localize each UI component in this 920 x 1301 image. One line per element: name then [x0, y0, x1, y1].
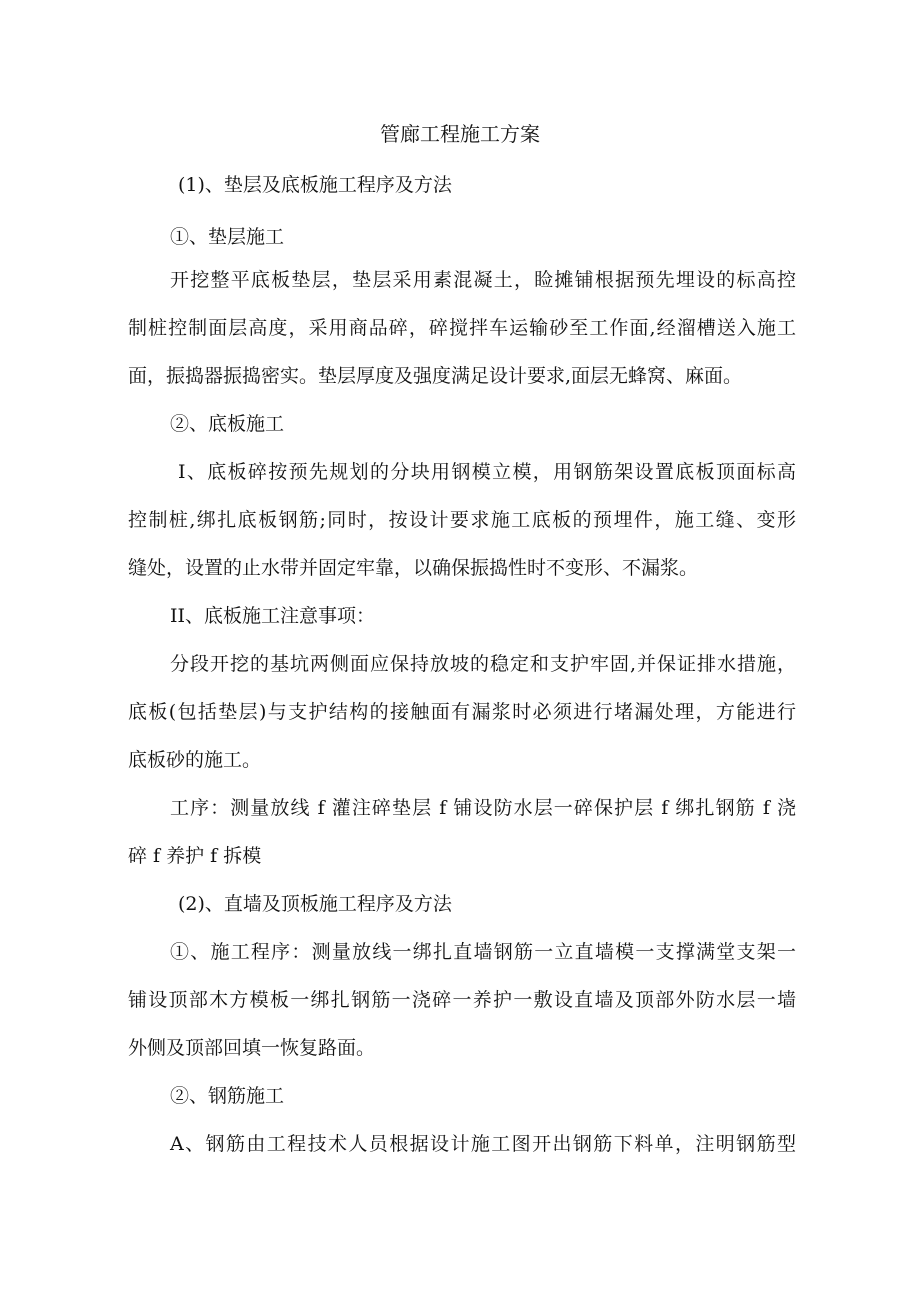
section-heading-1: (1)、垫层及底板施工程序及方法 — [178, 174, 452, 196]
paragraph-line: 面，振捣器振捣密实。垫层厚度及强度满足设计要求,面层无蜂窝、麻面。 — [128, 365, 743, 387]
subsection-heading-notes: II、底板施工注意事项： — [170, 605, 376, 627]
subsection-heading-cushion: ①、垫层施工 — [170, 226, 285, 248]
paragraph-line: ①、施工程序：测量放线一绑扎直墙钢筋一立直墙模一支撑满堂支架一 — [170, 941, 796, 963]
process-line: 工序：测量放线 f 灌注碎垫层 f 铺设防水层一碎保护层 f 绑扎钢筋 f 浇 — [170, 797, 796, 819]
paragraph-line: 控制桩,绑扎底板钢筋;同时，按设计要求施工底板的预埋件，施工缝、变形 — [128, 509, 796, 531]
subsection-heading-base-plate: ②、底板施工 — [170, 413, 285, 435]
paragraph-line: A、钢筋由工程技术人员根据设计施工图开出钢筋下料单，注明钢筋型 — [170, 1133, 796, 1155]
paragraph-line: 制桩控制面层高度，采用商品碎，碎搅拌车运输砂至工作面,经溜槽送入施工 — [128, 317, 796, 339]
paragraph-line: 缝处，设置的止水带并固定牢靠，以确保振捣性时不变形、不漏浆。 — [128, 557, 699, 579]
paragraph-line: 外侧及顶部回填一恢复路面。 — [128, 1037, 376, 1059]
section-heading-2: (2)、直墙及顶板施工程序及方法 — [178, 893, 452, 915]
paragraph-line: 分段开挖的基坑两侧面应保持放坡的稳定和支护牢固,并保证排水措施， — [170, 653, 796, 675]
subsection-heading-rebar: ②、钢筋施工 — [170, 1085, 285, 1107]
process-line: 碎 f 养护 f 拆模 — [128, 845, 262, 867]
paragraph-line: 底板砂的施工。 — [128, 749, 262, 771]
paragraph-line: 铺设顶部木方模板一绑扎钢筋一浇碎一养护一敷设直墙及顶部外防水层一墙 — [128, 989, 796, 1011]
document-title: 管廊工程施工方案 — [380, 122, 540, 146]
paragraph-line: 开挖整平底板垫层，垫层采用素混凝土，睑摊铺根据预先埋设的标高控 — [170, 269, 796, 291]
paragraph-line: 底板(包括垫层)与支护结构的接触面有漏浆时必须进行堵漏处理，方能进行 — [128, 701, 796, 723]
paragraph-line: I、底板碎按预先规划的分块用钢模立模，用钢筋架设置底板顶面标高 — [178, 461, 796, 483]
